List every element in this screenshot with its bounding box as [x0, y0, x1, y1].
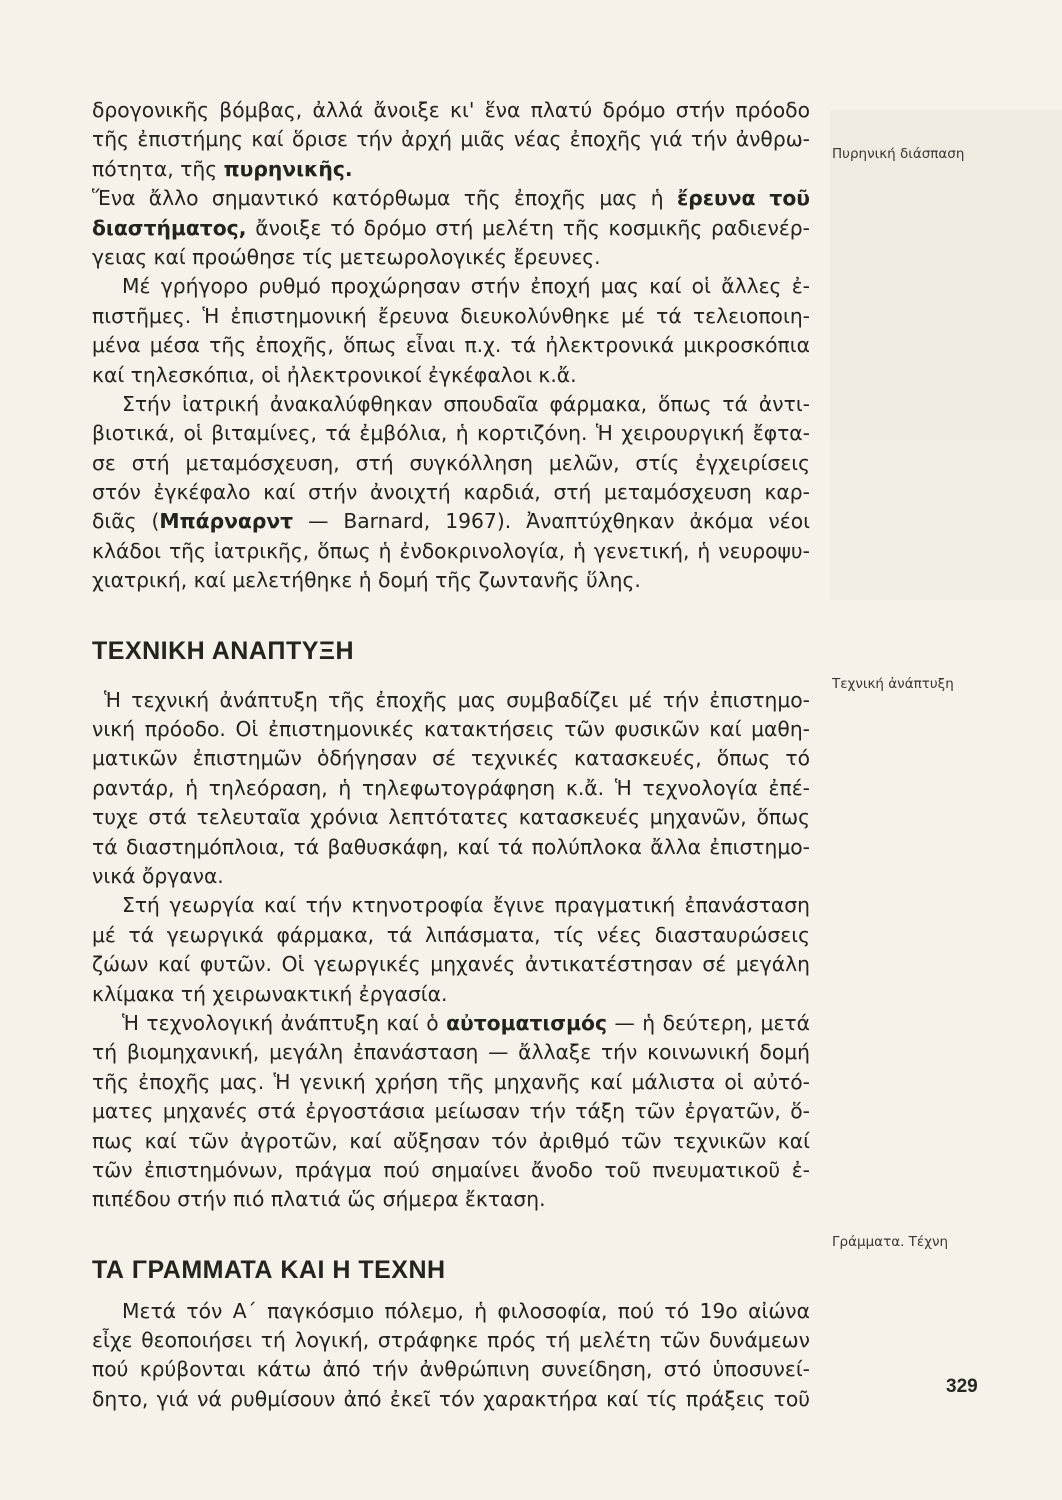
text-line: γειας καί προώθησε τίς μετεωρολογικές ἔρευνες. — [92, 244, 601, 269]
text-line: Στήν ἰατρική ἀνακαλύφθηκαν σπουδαῖα φάρμακα, ὅπως τά ἀντι- — [122, 391, 810, 416]
text-line: βιοτικά, οἱ βιταμίνες, τά ἐμβόλια, ἡ κορτιζόνη. Ἡ χειρουργική ἔφτα- — [92, 421, 810, 446]
text-line: διᾶς (Μπάρναρντ — Barnard, 1967). Ἀναπτύχθηκαν ἀκόμα νέοι — [92, 509, 810, 534]
bold-term: ἔρευνα τοῦ — [676, 186, 810, 211]
text-line: τῆς ἐποχῆς μας. Ἡ γενική χρήση τῆς μηχανῆς καί μάλιστα οἱ αὐτό- — [92, 1069, 810, 1094]
text-line: μέ τά γεωργικά φάρμακα, τά λιπάσματα, τίς νέες διασταυρώσεις — [92, 922, 810, 947]
text-line: ματες μηχανές στά ἐργοστάσια μείωσαν τήν τάξη τῶν ἐργατῶν, ὅ- — [92, 1099, 810, 1124]
margin-note-technical-development: Τεχνική ἀνάπτυξη — [832, 676, 954, 692]
section-heading-technical: ΤΕΧΝΙΚΗ ΑΝΑΠΤΥΞΗ — [92, 636, 355, 665]
text-line: σε στή μεταμόσχευση, στή συγκόλληση μελῶν, στίς ἐγχειρίσεις — [92, 450, 810, 475]
text-line: τῶν ἐπιστημόνων, πράγμα πού σημαίνει ἄνοδο τοῦ πνευματικοῦ ἐ- — [92, 1157, 810, 1182]
text-line: πιπέδου στήν πιό πλατιά ὥς σήμερα ἔκταση. — [92, 1187, 546, 1212]
text-line: πού κρύβονται κάτω ἀπό τήν ἀνθρώπινη συνείδηση, στό ὑποσυνεί- — [92, 1357, 810, 1382]
text-line: στόν ἐγκέφαλο καί στήν ἀνοιχτή καρδιά, στή μεταμόσχευση καρ- — [92, 480, 810, 505]
text-line: Ἡ τεχνολογική ἀνάπτυξη καί ὁ αὐτοματισμός — ἡ δεύτερη, μετά — [122, 1010, 810, 1035]
bold-name: Μπάρναρντ — [159, 509, 294, 534]
text-line: μένα μέσα τῆς ἐποχῆς, ὅπως εἶναι π.χ. τά ἠλεκτρονικά μικροσκόπια — [92, 333, 810, 358]
section-heading-letters-arts: ΤΑ ΓΡΑΜΜΑΤΑ ΚΑΙ Η ΤΕΧΝΗ — [92, 1255, 446, 1284]
text-line: δρογονικῆς βόμβας, ἀλλά ἄνοιξε κι' ἕνα πλατύ δρόμο στήν πρόοδο — [92, 98, 810, 122]
text-line: δητο, γιά νά ρυθμίσουν ἀπό ἐκεῖ τόν χαρακτήρα καί τίς πράξεις τοῦ — [92, 1386, 810, 1411]
text-line: νικά ὄργανα. — [92, 863, 224, 888]
text-line: τῆς ἐπιστήμης καί ὅρισε τήν ἀρχή μιᾶς νέας ἐποχῆς γιά τήν ἀνθρω- — [92, 127, 810, 152]
text-line: Ἡ τεχνική ἀνάπτυξη τῆς ἐποχῆς μας συμβαδίζει μέ τήν ἐπιστημο- — [104, 687, 810, 712]
text-line: πιστῆμες. Ἡ ἐπιστημονική ἔρευνα διευκολύνθηκε μέ τά τελειοποιη- — [92, 303, 810, 328]
text-line: Ἕνα ἄλλο σημαντικό κατόρθωμα τῆς ἐποχῆς μας ἡ ἔρευνα τοῦ — [92, 186, 810, 211]
text-line: ματικῶν ἐπιστημῶν ὁδήγησαν σέ τεχνικές κατασκευές, ὅπως τό — [92, 746, 810, 771]
text-line: χιατρική, καί μελετήθηκε ἡ δομή τῆς ζωντανῆς ὕλης. — [92, 568, 641, 593]
text-line: πως καί τῶν ἀγροτῶν, καί αὔξησαν τόν ἀριθμό τῶν τεχνικῶν καί — [92, 1128, 810, 1153]
margin-note-nuclear-fission: Πυρηνική διάσπαση — [832, 146, 965, 162]
text-line: Μέ γρήγορο ρυθμό προχώρησαν στήν ἐποχή μας καί οἱ ἄλλες ἐ- — [122, 274, 810, 299]
text-line: κλάδοι τῆς ἰατρικῆς, ὅπως ἡ ἐνδοκρινολογία, ἡ γενετική, ἡ νευροψυ- — [92, 538, 810, 563]
bold-term: διαστήματος, — [92, 215, 247, 240]
margin-note-letters-art: Γράμματα. Τέχνη — [832, 1234, 949, 1250]
text-line: καί τηλεσκόπια, οἱ ἠλεκτρονικοί ἐγκέφαλοι κ.ἄ. — [92, 362, 577, 387]
text-line: ραντάρ, ἡ τηλεόραση, ἡ τηλεφωτογράφηση κ.ἄ. Ἡ τεχνολογία ἐπέ- — [92, 775, 810, 800]
text-line: τά διαστημόπλοια, τά βαθυσκάφη, καί τά πολύπλοκα ἄλλα ἐπιστημο- — [92, 834, 810, 859]
page-number: 329 — [946, 1376, 978, 1397]
text-line: τή βιομηχανική, μεγάλη ἐπανάσταση — ἄλλαξε τήν κοινωνική δομή — [92, 1040, 810, 1065]
text-line: εἶχε θεοποιήσει τή λογική, στράφηκε πρός τή μελέτη τῶν δυνάμεων — [92, 1328, 810, 1353]
bold-term: πυρηνικῆς. — [223, 156, 353, 181]
page-body — [92, 96, 810, 1414]
text-line: πότητα, τῆς πυρηνικῆς. — [92, 156, 353, 181]
text-line: νική πρόοδο. Οἱ ἐπιστημονικές κατακτήσεις τῶν φυσικῶν καί μαθη- — [92, 717, 810, 742]
text-line: Μετά τόν Α΄ παγκόσμιο πόλεμο, ἡ φιλοσοφία, πού τό 19ο αἰώνα — [122, 1298, 810, 1323]
text-line: διαστήματος, ἄνοιξε τό δρόμο στή μελέτη τῆς κοσμικῆς ραδιενέρ- — [92, 215, 810, 240]
text-line: ζώων καί φυτῶν. Οἱ γεωργικές μηχανές ἀντικατέστησαν σέ μεγάλη — [92, 952, 810, 977]
margin-shade-bottom — [830, 440, 1062, 600]
bold-term: αὐτοματισμός — [446, 1010, 607, 1035]
text-line: Στή γεωργία καί τήν κτηνοτροφία ἔγινε πραγματική ἐπανάσταση — [122, 893, 810, 918]
text-line: τυχε στά τελευταῖα χρόνια λεπτότατες κατασκευές μηχανῶν, ὅπως — [92, 805, 810, 830]
text-line: κλίμακα τή χειρωνακτική ἐργασία. — [92, 981, 448, 1006]
